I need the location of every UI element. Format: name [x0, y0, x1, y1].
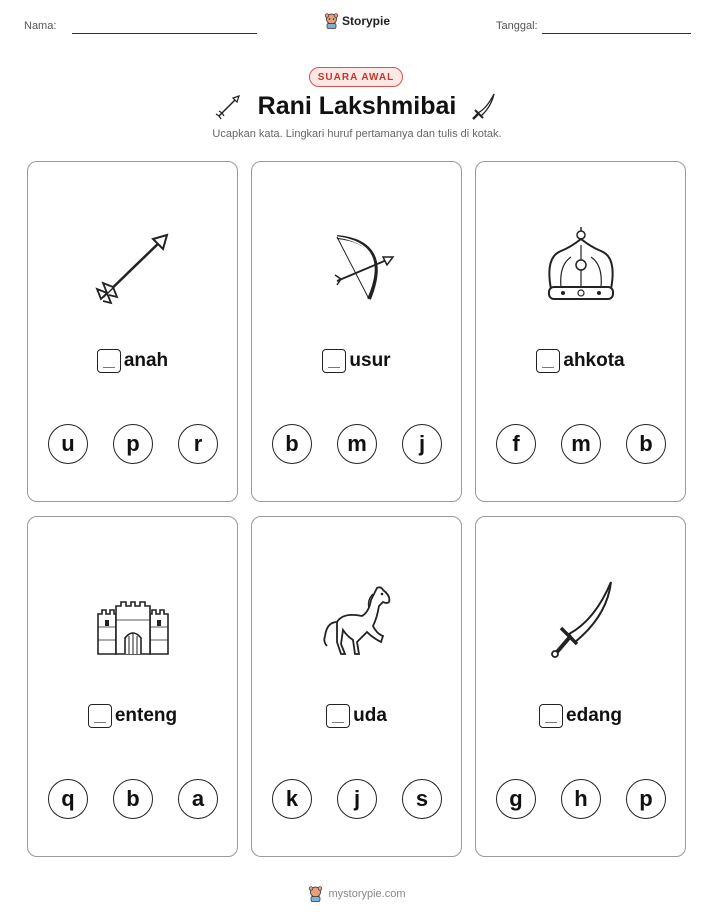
storypie-mascot-icon: [324, 13, 339, 29]
word-ending: anah: [123, 350, 169, 371]
bow-icon: [307, 217, 407, 317]
answer-box[interactable]: [97, 349, 121, 373]
answer-box[interactable]: [536, 349, 560, 373]
letter-option[interactable]: p: [113, 424, 153, 464]
arrow-icon: [83, 217, 183, 317]
word-row: [476, 704, 685, 728]
name-line[interactable]: [72, 33, 257, 34]
word-card: [251, 516, 462, 857]
letter-option[interactable]: m: [561, 424, 601, 464]
letter-option[interactable]: a: [178, 779, 218, 819]
word-ending: uda: [353, 705, 387, 726]
title-sword-icon: [469, 92, 499, 122]
name-label: Nama:: [24, 20, 57, 32]
word-ending: edang: [566, 705, 622, 726]
answer-box[interactable]: [326, 704, 350, 728]
letter-option[interactable]: g: [496, 779, 536, 819]
castle-icon: [83, 572, 183, 672]
letter-option[interactable]: b: [626, 424, 666, 464]
sword-icon: [531, 572, 631, 672]
word-ending: ahkota: [563, 350, 625, 371]
logo-text: Storypie: [342, 14, 391, 28]
horse-icon: [307, 572, 407, 672]
footer-mascot-icon: [308, 886, 323, 902]
letter-option[interactable]: f: [496, 424, 536, 464]
storypie-logo: [324, 13, 390, 29]
letter-option[interactable]: q: [48, 779, 88, 819]
letter-option[interactable]: u: [48, 424, 88, 464]
word-row: [252, 704, 461, 728]
crown-icon: [531, 217, 631, 317]
word-card: [475, 161, 686, 502]
letter-options: [272, 779, 442, 819]
category-badge: SUARA AWAL: [309, 67, 403, 87]
letter-options: [48, 424, 218, 464]
letter-options: [272, 424, 442, 464]
answer-box[interactable]: [539, 704, 563, 728]
word-row: [28, 704, 237, 728]
answer-box[interactable]: [88, 704, 112, 728]
page-title: Rani Lakshmibai: [257, 92, 457, 120]
letter-option[interactable]: h: [561, 779, 601, 819]
answer-box[interactable]: [322, 349, 346, 373]
footer: [0, 886, 714, 902]
letter-option[interactable]: b: [272, 424, 312, 464]
letter-options: [496, 779, 666, 819]
word-row: [252, 349, 461, 373]
letter-option[interactable]: r: [178, 424, 218, 464]
letter-option[interactable]: j: [337, 779, 377, 819]
footer-url[interactable]: mystorypie.com: [328, 888, 406, 900]
date-label: Tanggal:: [496, 20, 538, 32]
letter-option[interactable]: j: [402, 424, 442, 464]
letter-option[interactable]: b: [113, 779, 153, 819]
word-card: [27, 161, 238, 502]
word-row: [476, 349, 685, 373]
instructions: Ucapkan kata. Lingkari huruf pertamanya dan tulis di kotak.: [212, 128, 502, 140]
letter-options: [496, 424, 666, 464]
date-line[interactable]: [542, 33, 691, 34]
letter-option[interactable]: k: [272, 779, 312, 819]
letter-options: [48, 779, 218, 819]
word-row: [28, 349, 237, 373]
letter-option[interactable]: m: [337, 424, 377, 464]
word-ending: enteng: [114, 705, 178, 726]
word-card: [27, 516, 238, 857]
letter-option[interactable]: p: [626, 779, 666, 819]
letter-option[interactable]: s: [402, 779, 442, 819]
word-card: [251, 161, 462, 502]
word-card: [475, 516, 686, 857]
word-ending: usur: [349, 350, 391, 371]
